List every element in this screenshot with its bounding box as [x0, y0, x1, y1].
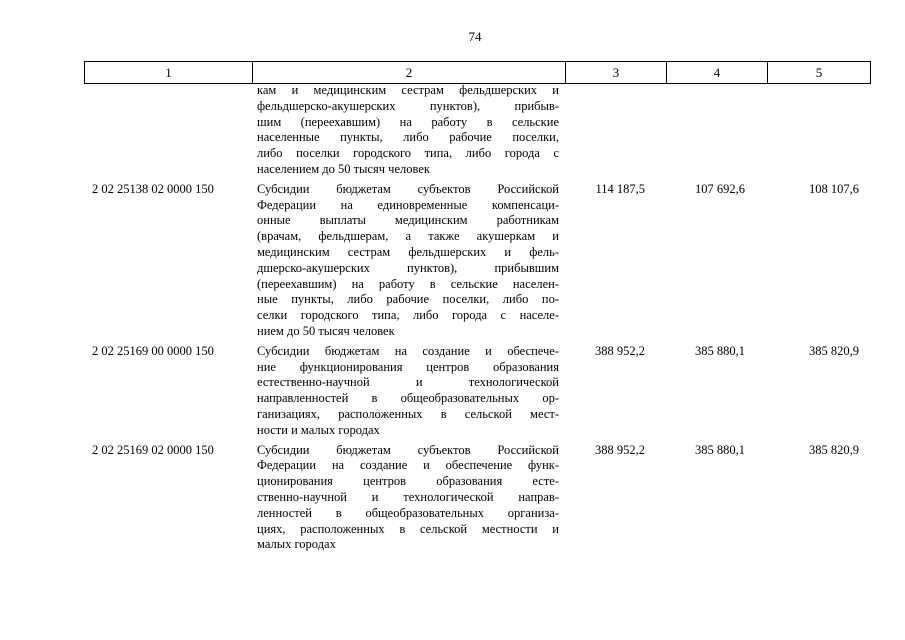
description [251, 443, 563, 554]
description-line: ственно-научной и технологической направ- [257, 489, 559, 504]
column-number-header [84, 61, 871, 84]
header-col-4: 4 [667, 62, 768, 84]
budget-code: 2 02 25169 02 0000 150 [92, 442, 214, 457]
header-row [85, 62, 871, 84]
amount-col-3: 388 952,2 [595, 442, 645, 457]
description-line: населением до 50 тысяч человек [257, 161, 430, 176]
table-row [84, 344, 865, 439]
amount-col-5: 108 107,6 [809, 181, 859, 196]
header-col-3: 3 [566, 62, 667, 84]
description-line: (врачам, фельдшерам, а также акушеркам и [257, 229, 559, 244]
description-line: направленностей в общеобразовательных ор- [257, 391, 559, 406]
description-line: ности и малых городах [257, 422, 380, 437]
budget-code: 2 02 25169 00 0000 150 [92, 343, 214, 358]
description-line: дшерско-акушерских пунктов), прибывшим [257, 260, 559, 275]
description-line: Субсидии бюджетам субъектов Российской [257, 442, 559, 457]
description-line: Федерации на единовременные компенсаци- [257, 197, 559, 212]
description [251, 83, 563, 178]
description-line: фельдшерско-акушерских пунктов), прибыв- [257, 98, 559, 113]
description-line: Федерации на создание и обеспечение функ- [257, 458, 559, 473]
description-line: естественно-научной и технологической [257, 375, 559, 390]
amount-col-4: 385 880,1 [695, 442, 745, 457]
description-line: ные пункты, либо рабочие поселки, либо по- [257, 292, 559, 307]
page-number: 74 [468, 29, 482, 44]
description-line: ганизациях, расположенных в сельской мест- [257, 406, 559, 421]
header-col-2: 2 [253, 62, 566, 84]
amount-col-5: 385 820,9 [809, 442, 859, 457]
description-line: (переехавшим) на работу в сельские населен- [257, 276, 559, 291]
amount-col-3: 114 187,5 [595, 181, 645, 196]
description-line: населенные пункты, либо рабочие поселки, [257, 130, 559, 145]
amount-col-3: 388 952,2 [595, 343, 645, 358]
budget-code [84, 83, 251, 178]
description-line: селки городского типа, либо города с населе- [257, 308, 559, 323]
table-row [84, 182, 865, 340]
description-line: онные выплаты медицинским работникам [257, 213, 559, 228]
table-row [84, 443, 865, 554]
description-line: Субсидии бюджетам субъектов Российской [257, 181, 559, 196]
header-col-1: 1 [85, 62, 253, 84]
description-line: медицинским сестрам фельдшерских и фель- [257, 244, 559, 259]
budget-code: 2 02 25138 02 0000 150 [92, 181, 214, 196]
description-line: ленностей в общеобразовательных организа- [257, 505, 559, 520]
header-col-5: 5 [768, 62, 871, 84]
amount-col-4: 107 692,6 [695, 181, 745, 196]
description-line: циях, расположенных в сельской местности и [257, 521, 559, 536]
amount-col-4: 385 880,1 [695, 343, 745, 358]
description-line: малых городах [257, 537, 336, 552]
description-line: кам и медицинским сестрам фельдшерских и [257, 83, 559, 97]
amount-col-5 [763, 83, 865, 178]
description-line: нием до 50 тысяч человек [257, 323, 395, 338]
description-line: ционирования центров образования есте- [257, 474, 559, 489]
description-line: шим (переехавшим) на работу в сельские [257, 114, 559, 129]
table-body [84, 83, 865, 553]
amount-col-4 [663, 83, 763, 178]
description-line: либо поселки городского типа, либо города с [257, 146, 559, 161]
amount-col-3 [563, 83, 663, 178]
amount-col-5: 385 820,9 [809, 343, 859, 358]
description [251, 344, 563, 439]
table-row [84, 83, 865, 178]
description [251, 182, 563, 340]
description-line: Субсидии бюджетам на создание и обеспече- [257, 343, 559, 358]
description-line: ние функционирования центров образования [257, 359, 559, 374]
